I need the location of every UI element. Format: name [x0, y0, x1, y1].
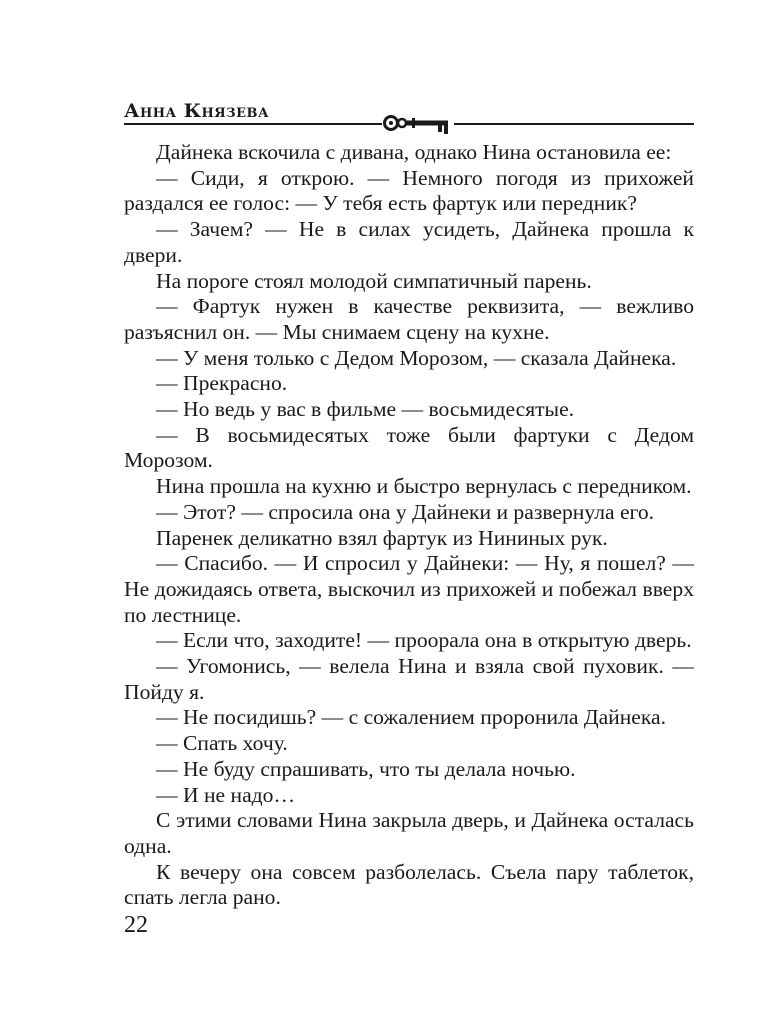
body-text — [124, 140, 694, 911]
paragraph: Дайнека вскочила с дивана, однако Нина остановила ее: — [156, 140, 672, 164]
paragraph: — Спать хочу. — [156, 731, 288, 756]
page-number: 22 — [124, 912, 148, 938]
paragraph: — Угомонись, — велела Нина и взяла свой пуховик. — Пойду я. — [124, 654, 694, 704]
paragraph: — У меня только с Дедом Морозом, — сказала Дайнека. — [156, 345, 677, 370]
paragraph: — Этот? — спросила она у Дайнеки и развернула его. — [156, 499, 655, 524]
paragraph: На пороге стоял молодой симпатичный парень. — [156, 268, 592, 293]
paragraph: — Фартук нужен в качестве реквизита, — вежливо разъяснил он. — Мы снимаем сцену на кухне. — [124, 294, 694, 344]
paragraph: — Если что, заходите! — проорала она в открытую дверь. — [156, 628, 692, 653]
author-name: Анна Князева — [124, 100, 270, 122]
paragraph: — В восьмидесятых тоже были фартуки с Дедом Морозом. — [124, 422, 694, 473]
paragraph: — Зачем? — Не в силах усидеть, Дайнека прошла к двери. — [124, 217, 694, 267]
paragraph: Нина прошла на кухню и быстро вернулась с передником. — [156, 474, 692, 499]
paragraph: — Спасибо. — И спросил у Дайнеки: — Ну, я пошел? — Не дожидаясь ответа, выскочил из прихожей и побежал вверх по лестнице. — [124, 551, 694, 627]
paragraph: — Не буду спрашивать, что ты делала ночью. — [156, 756, 576, 781]
key-icon — [382, 108, 454, 138]
paragraph: — Сиди, я открою. — Немного погодя из прихожей раздался ее голос: — У тебя есть фартук или передник? — [124, 165, 694, 216]
running-header — [124, 96, 694, 136]
paragraph: Паренек деликатно взял фартук из Нининых рук. — [156, 525, 608, 550]
paragraph: — Но ведь у вас в фильме — восьмидесятые. — [156, 397, 575, 422]
paragraph: — Прекрасно. — [156, 371, 288, 396]
paragraph: С этими словами Нина закрыла дверь, и Дайнека осталась одна. — [124, 808, 694, 858]
paragraph: К вечеру она совсем разболелась. Съела пару таблеток, спать легла рано. — [124, 859, 694, 910]
paragraph: — Не посидишь? — с сожалением проронила Дайнека. — [156, 705, 667, 730]
paragraph: — И не надо… — [156, 782, 296, 807]
